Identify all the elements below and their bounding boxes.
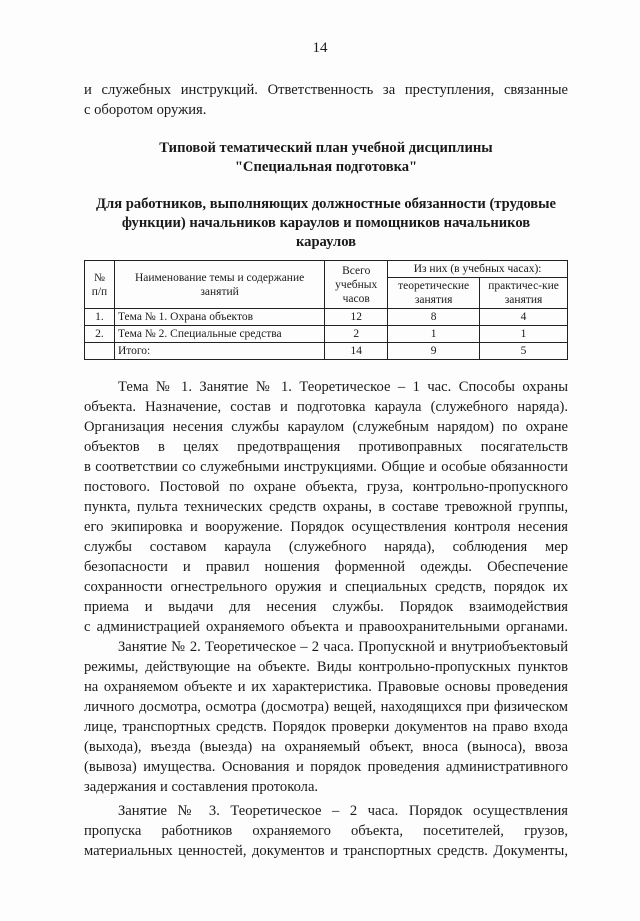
plan-subtitle-line: функции) начальников караулов и помощников начальников [121,215,531,231]
cell-practice: 5 [480,343,568,360]
paragraph-line: Организация несения службы караулом (служебным нарядом) по охране [84,419,568,435]
header-theory: теоретические занятия [388,278,480,309]
cell-name: Тема № 2. Специальные средства [114,326,324,343]
plan-title [84,139,568,177]
paragraph-line: его экипировка и вооружение. Порядок осуществления контроля несения [84,519,568,535]
intro-text [84,80,568,120]
paragraph-line: постового. Постовой по охране объекта, груза, контрольно-пропускного [84,479,568,495]
paragraph-line: личного досмотра, осмотра (досмотра) вещей, находящихся при физическом [84,699,568,715]
paragraph-line: задержания и составления протокола. [84,779,319,795]
paragraph-line: материальных ценностей, документов и транспортных средств. Документы, [84,843,568,859]
page-number: 14 [312,40,328,56]
table-total-row [85,343,568,360]
header-practice: практичес-кие занятия [480,278,568,309]
header-total: Всего учебных часов [325,261,388,309]
paragraph-line: безопасности и правил ношения форменной одежды. Обеспечение [84,559,568,575]
cell-theory: 9 [388,343,480,360]
intro-line: и служебных инструкций. Ответственность за преступления, связанные [84,82,568,98]
paragraph-line: Занятие № 3. Теоретическое – 2 часа. Порядок осуществления [118,803,568,819]
paragraph-line: (вывоза) имущества. Основания и порядок проведения административного [84,759,568,775]
paragraph-line: лице, транспортных средств. Порядок проверки документов на право входа [84,719,568,735]
plan-table [84,260,568,360]
paragraph-line: приема и выдачи для несения службы. Порядок взаимодействия [84,599,568,615]
plan-subtitle-line: Для работников, выполняющих должностные обязанности (трудовые [95,196,557,212]
paragraph-line: пункта, пульта технических средств охраны, в составе тревожной группы, [84,499,568,515]
header-name: Наименование темы и содержание занятий [114,261,324,309]
table-row [85,309,568,326]
table-header-row [85,261,568,278]
cell-total: 2 [325,326,388,343]
plan-title-line: Типовой тематический план учебной дисциплины [159,140,493,156]
plan-subtitle [84,195,568,252]
paragraph-lesson2 [84,637,568,797]
cell-num [85,343,115,360]
paragraph-line: режимы, действующие на объекте. Виды контрольно-пропускных пунктов [84,659,568,675]
paragraph-line: (выхода), въезда (выезда) на охраняемый объект, вноса (выноса), ввоза [84,739,568,755]
header-num: № п/п [85,261,115,309]
plan-subtitle-line: караулов [295,234,357,250]
cell-num: 1. [85,309,115,326]
paragraph-line: пропуска работников охраняемого объекта, посетителей, грузов, [84,823,568,839]
table-row [85,326,568,343]
paragraph-line: на охраняемом объекте и их характеристика. Правовые основы проведения [84,679,568,695]
cell-num: 2. [85,326,115,343]
paragraph-lesson3 [84,801,568,861]
cell-name: Тема № 1. Охрана объектов [114,309,324,326]
paragraph-line: в соответствии со служебными инструкциями. Общие и особые обязанности [84,459,568,475]
plan-title-line: "Специальная подготовка" [234,159,418,175]
cell-theory: 1 [388,326,480,343]
paragraph-line: сохранности огнестрельного оружия и специальных средств, порядок их [84,579,568,595]
cell-practice: 1 [480,326,568,343]
paragraph-line: с администрацией охраняемого объекта и правоохранительными органами. [84,619,568,635]
header-of-them: Из них (в учебных часах): [388,261,568,278]
paragraph-line: Тема № 1. Занятие № 1. Теоретическое – 1 час. Способы охраны [118,379,568,395]
paragraph-topic1-lesson1 [84,377,568,637]
cell-practice: 4 [480,309,568,326]
paragraph-line: Занятие № 2. Теоретическое – 2 часа. Пропускной и внутриобъектовый [118,639,568,655]
intro-line: с оборотом оружия. [84,102,207,118]
paragraph-line: объекта. Назначение, состав и подготовка караула (служебного наряда). [84,399,568,415]
paragraph-line: службы составом караула (служебного наряда), соблюдения мер [84,539,568,555]
paragraph-line: объектов в целях предотвращения противоправных посягательств [84,439,568,455]
cell-theory: 8 [388,309,480,326]
cell-name: Итого: [114,343,324,360]
cell-total: 12 [325,309,388,326]
cell-total: 14 [325,343,388,360]
